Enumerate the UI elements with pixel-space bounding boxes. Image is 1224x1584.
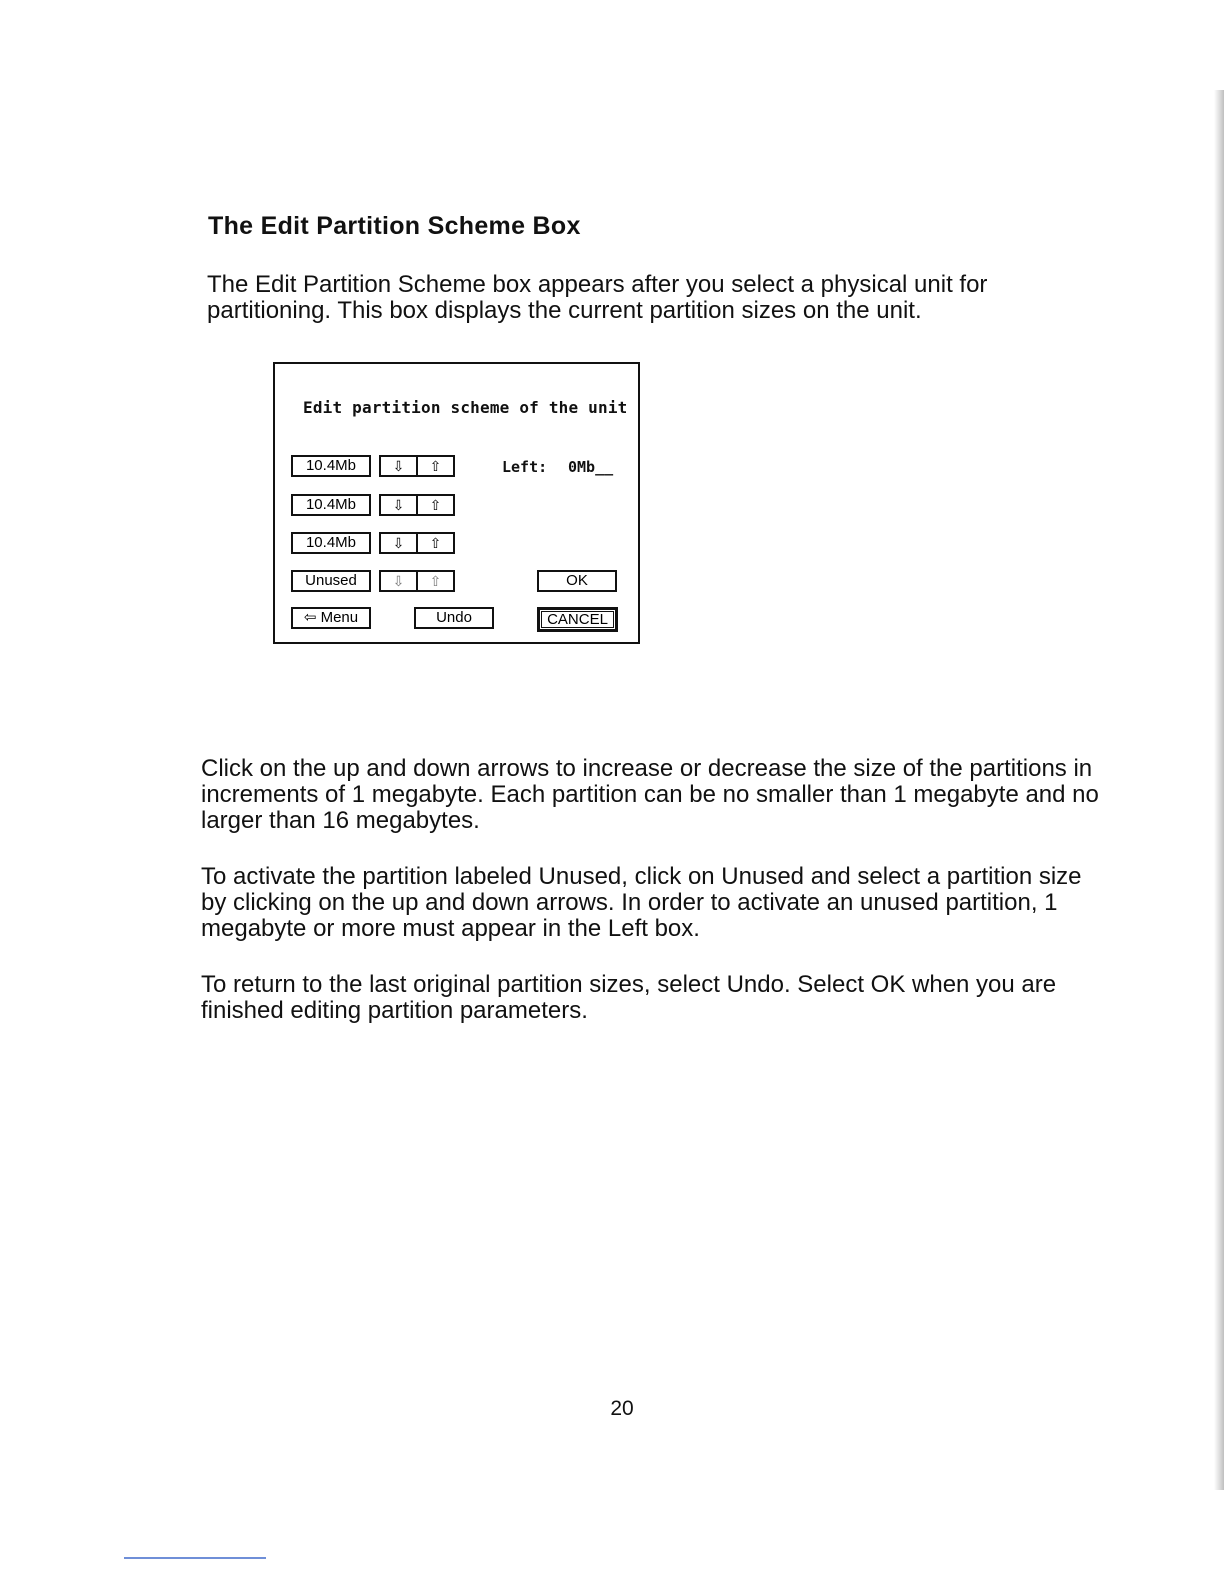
- partition-4-unused-button[interactable]: Unused: [291, 570, 371, 592]
- partition-1-down-arrow-icon[interactable]: ⇩: [379, 455, 417, 477]
- arrows-paragraph: Click on the up and down arrows to increase or decrease the size of the partitions in increments of 1 megabyte. Each partition can be no smaller than 1 megabyte and no larger than 16 megabytes.: [201, 755, 1099, 834]
- ok-button[interactable]: OK: [537, 570, 617, 592]
- dialog-title: Edit partition scheme of the unit: [303, 398, 628, 417]
- partition-4-up-arrow-icon[interactable]: ⇧: [417, 570, 455, 592]
- partition-2-size-button[interactable]: 10.4Mb: [291, 494, 371, 516]
- undo-button[interactable]: Undo: [414, 607, 494, 629]
- partition-2-down-arrow-icon[interactable]: ⇩: [379, 494, 417, 516]
- section-heading: The Edit Partition Scheme Box: [208, 212, 581, 240]
- partition-2-up-arrow-icon[interactable]: ⇧: [417, 494, 455, 516]
- intro-paragraph: The Edit Partition Scheme box appears after you select a physical unit for partitioning. This box displays the current partition sizes on the unit.: [207, 271, 988, 324]
- partition-3-down-arrow-icon[interactable]: ⇩: [379, 532, 417, 554]
- partition-4-down-arrow-icon[interactable]: ⇩: [379, 570, 417, 592]
- partition-1-size-button[interactable]: 10.4Mb: [291, 455, 371, 477]
- undo-paragraph: To return to the last original partition sizes, select Undo. Select OK when you are finished editing partition parameters.: [201, 971, 1057, 1024]
- partition-1-up-arrow-icon[interactable]: ⇧: [417, 455, 455, 477]
- scan-edge-shadow: [1214, 90, 1224, 1490]
- page-number: 20: [610, 1397, 634, 1420]
- left-label: Left:: [502, 458, 548, 476]
- edit-partition-dialog: [273, 362, 640, 644]
- footer-rule: [124, 1557, 266, 1559]
- cancel-button[interactable]: CANCEL: [537, 607, 618, 632]
- menu-button[interactable]: ⇦ Menu: [291, 607, 371, 629]
- partition-3-size-button[interactable]: 10.4Mb: [291, 532, 371, 554]
- unused-paragraph: To activate the partition labeled Unused, click on Unused and select a partition size by clicking on the up and down arrows. In order to activate an unused partition, 1 megabyte or more must appear in the Left box.: [201, 863, 1082, 942]
- left-value: 0Mb__: [568, 458, 614, 476]
- partition-3-up-arrow-icon[interactable]: ⇧: [417, 532, 455, 554]
